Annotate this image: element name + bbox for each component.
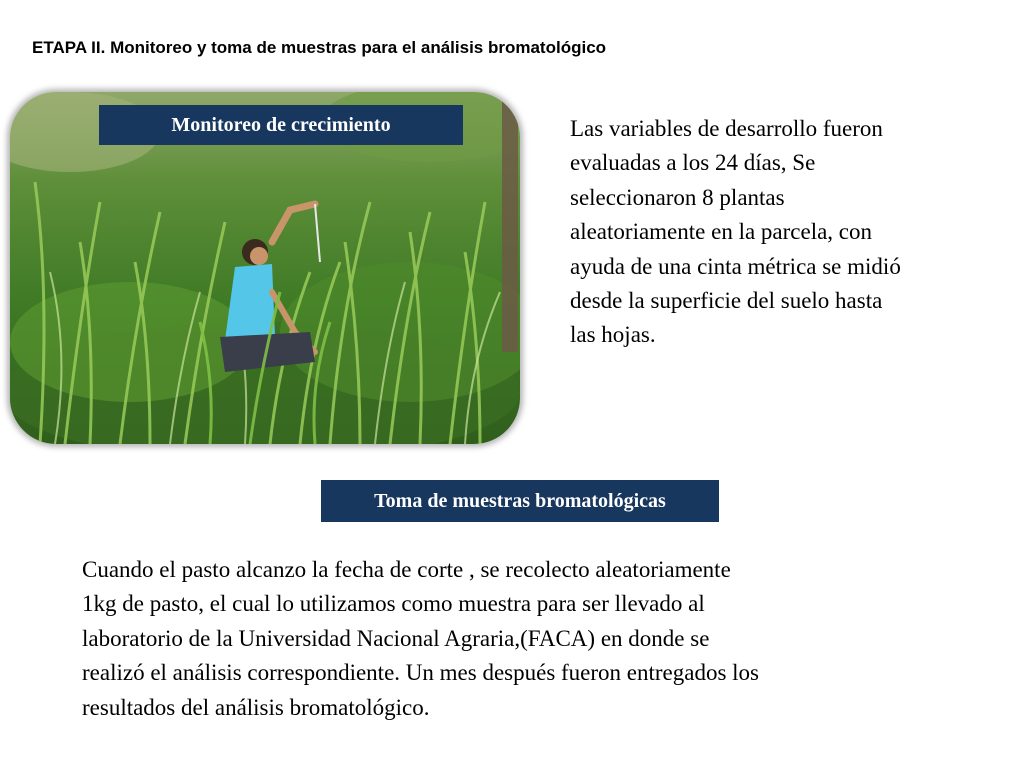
samples-description: Cuando el pasto alcanzo la fecha de corte , se recolecto aleatoriamente 1kg de pasto, el cual lo utilizamos como muestra para ser llevado al laboratorio de la Universidad Nacional Agraria,(FACA) en donde se realizó el análisis correspondiente. Un mes después fueron entregados los resultados del análisis bromatológico. bbox=[82, 557, 760, 720]
samples-label: Toma de muestras bromatológicas bbox=[321, 480, 719, 522]
growth-description: Las variables de desarrollo fueron evaluadas a los 24 días, Se seleccionaron 8 plantas aleatoriamente en la parcela, con ayuda de una cinta métrica se midió desde la superficie del suelo hasta las hojas. bbox=[570, 116, 901, 348]
growth-monitoring-label: Monitoreo de crecimiento bbox=[99, 105, 463, 145]
slide-title: ETAPA II. Monitoreo y toma de muestras para el análisis bromatológico bbox=[32, 38, 607, 57]
